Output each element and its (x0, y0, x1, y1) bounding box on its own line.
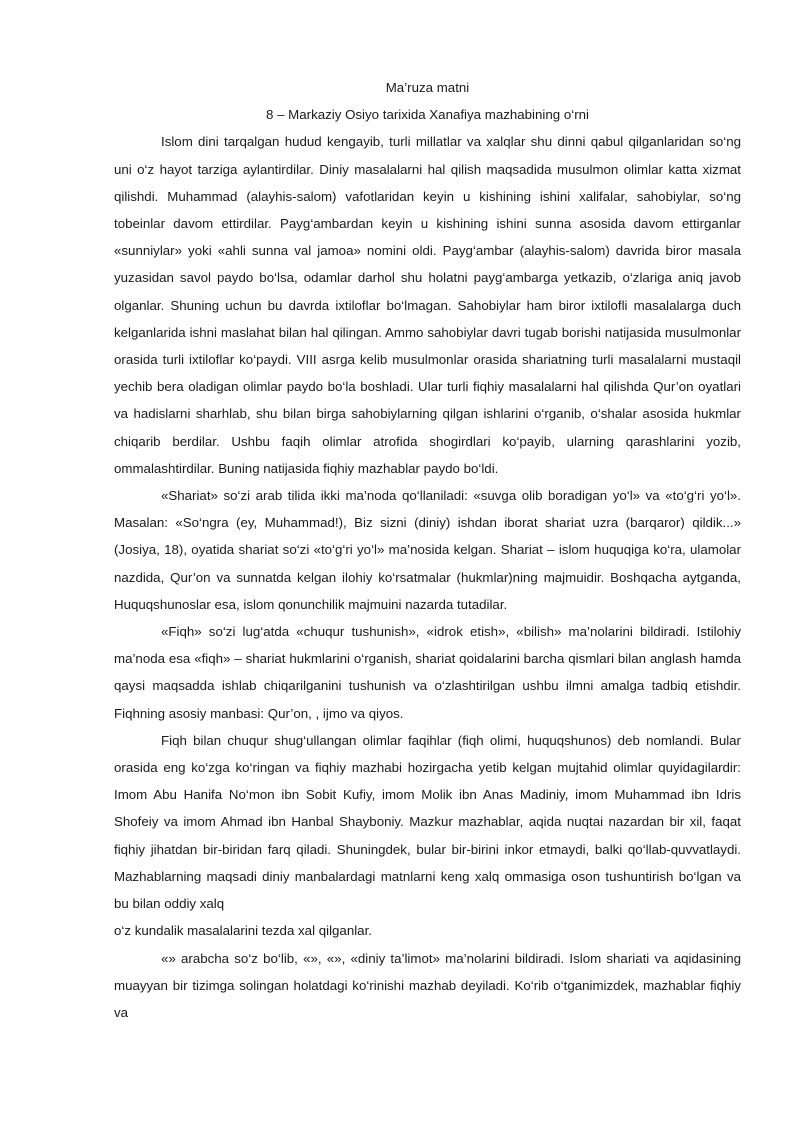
document-body (114, 74, 741, 1026)
paragraph-3: «Fiqh» so‘zi lug‘atda «chuqur tushunish», «idrok etish», «bilish» ma’nolarini bildiradi. Istilohiy ma’noda esa «fiqh» – shariat hukmlarini o‘rganish, shariat qoidalarini barcha qismlari bilan anglash hamda qaysi maqsadda ishlab chiqarilganini tushunish va o‘zlashtirilgan ushbu ilmni amalga tadbiq etishdir. Fiqhning asosiy manbasi: Qur’on, , ijmo va qiyos. (114, 624, 741, 721)
paragraph-2: «Shariat» so‘zi arab tilida ikki ma’noda qo‘llaniladi: «suvga olib boradigan yo‘l» va «to‘g‘ri yo‘l». Masalan: «So‘ngra (ey, Muhammad!), Biz sizni (diniy) ishdan iborat shariat uzra (barqaror) qildik...» (Josiya, 18), oyatida shariat so‘zi «to‘g‘ri yo‘l» ma’nosida kelgan. Shariat – islom huquqiga ko‘ra, ulamolar nazdida, Qur’on va sunnatda kelgan ilohiy ko‘rsatmalar (hukmlar)ning majmuidir. Boshqacha aytganda, Huquqshunoslar esa, islom qonunchilik majmuini nazarda tutadilar. (114, 488, 741, 612)
paragraph-1: Islom dini tarqalgan hudud kengayib, turli millatlar va xalqlar shu dinni qabul qilganlaridan so‘ng uni o‘z hayot tarziga aylantirdilar. Diniy masalalarni hal qilish maqsadida musulmon olimlar katta xizmat qilishdi. Muhammad (alayhis-salom) vafotlaridan keyin u kishining ishini xalifalar, sahobiylar, so‘ng tobeinlar davom ettirdilar. Payg‘ambardan keyin u kishining ishini sunna asosida davom ettirganlar «sunniylar» yoki «ahli sunna val jamoa» nomini oldi. Payg‘ambar (alayhis-salom) davrida biror masala yuzasidan savol paydo bo‘lsa, odamlar darhol shu holatni payg‘ambarga yetkazib, o‘zlariga aniq javob olganlar. Shuning uchun bu davrda ixtiloflar bo‘lmagan. Sahobiylar ham biror ixtilofli masalalarga duch kelganlarida ishni maslahat bilan hal qilingan. Ammo sahobiylar davri tugab borishi natijasida musulmonlar orasida turli ixtiloflar ko‘paydi. VIII asrga kelib musulmonlar orasida shariatning turli masalalarni mustaqil yechib bera oladigan olimlar paydo bo‘la boshladi. Ular turli fiqhiy masalalarni hal qilishda Qur’on oyatlari va hadislarni sharhlab, shu bilan birga sahobiylarning qilgan ishlarini o‘rganib, o‘shalar asosida hukmlar chiqarib berdilar. Ushbu faqih olimlar atrofida shogirdlari ko‘payib, ularning qarashlarini yozib, ommalashtirdilar. Buning natijasida fiqhiy mazhablar paydo bo‘ldi. (114, 134, 741, 476)
paragraph-4: Fiqh bilan chuqur shug‘ullangan olimlar faqihlar (fiqh olimi, huquqshunos) deb nomlandi. Bular orasida eng ko‘zga ko‘ringan va fiqhiy mazhabi hozirgacha yetib kelgan mujtahid olimlar quyidagilardir: Imom Abu Hanifa No‘mon ibn Sobit Kufiy, imom Molik ibn Anas Madiniy, imom Muhammad ibn Idris Shofeiy va imom Ahmad ibn Hanbal Shayboniy. Mazkur mazhablar, aqida nuqtai nazardan bir xil, faqat fiqhiy jihatdan bir-biridan farq qiladi. Shuningdek, bular bir-birini inkor etmaydi, balki qo‘llab-quvvatlaydi. Mazhablarning maqsadi diniy manbalardagi matnlarni keng xalq ommasiga oson tushuntirish bo‘lgan va bu bilan oddiy xalq (114, 732, 741, 912)
document-title: Ma’ruza matni (385, 80, 470, 95)
document-subtitle: 8 – Markaziy Osiyo tarixida Xanafiya mazhabining o‘rni (266, 107, 589, 123)
paragraph-4-continuation: o‘z kundalik masalalarini tezda xal qilganlar. (114, 923, 372, 939)
paragraph-5: «» arabcha so‘z bo‘lib, «», «», «diniy ta’limot» ma’nolarini bildiradi. Islom shariati va aqidasining muayyan bir tizimga solingan holatdagi ko‘rinishi mazhab deyiladi. Ko‘rib o‘tganimizdek, mazhablar fiqhiy va (114, 950, 741, 1020)
